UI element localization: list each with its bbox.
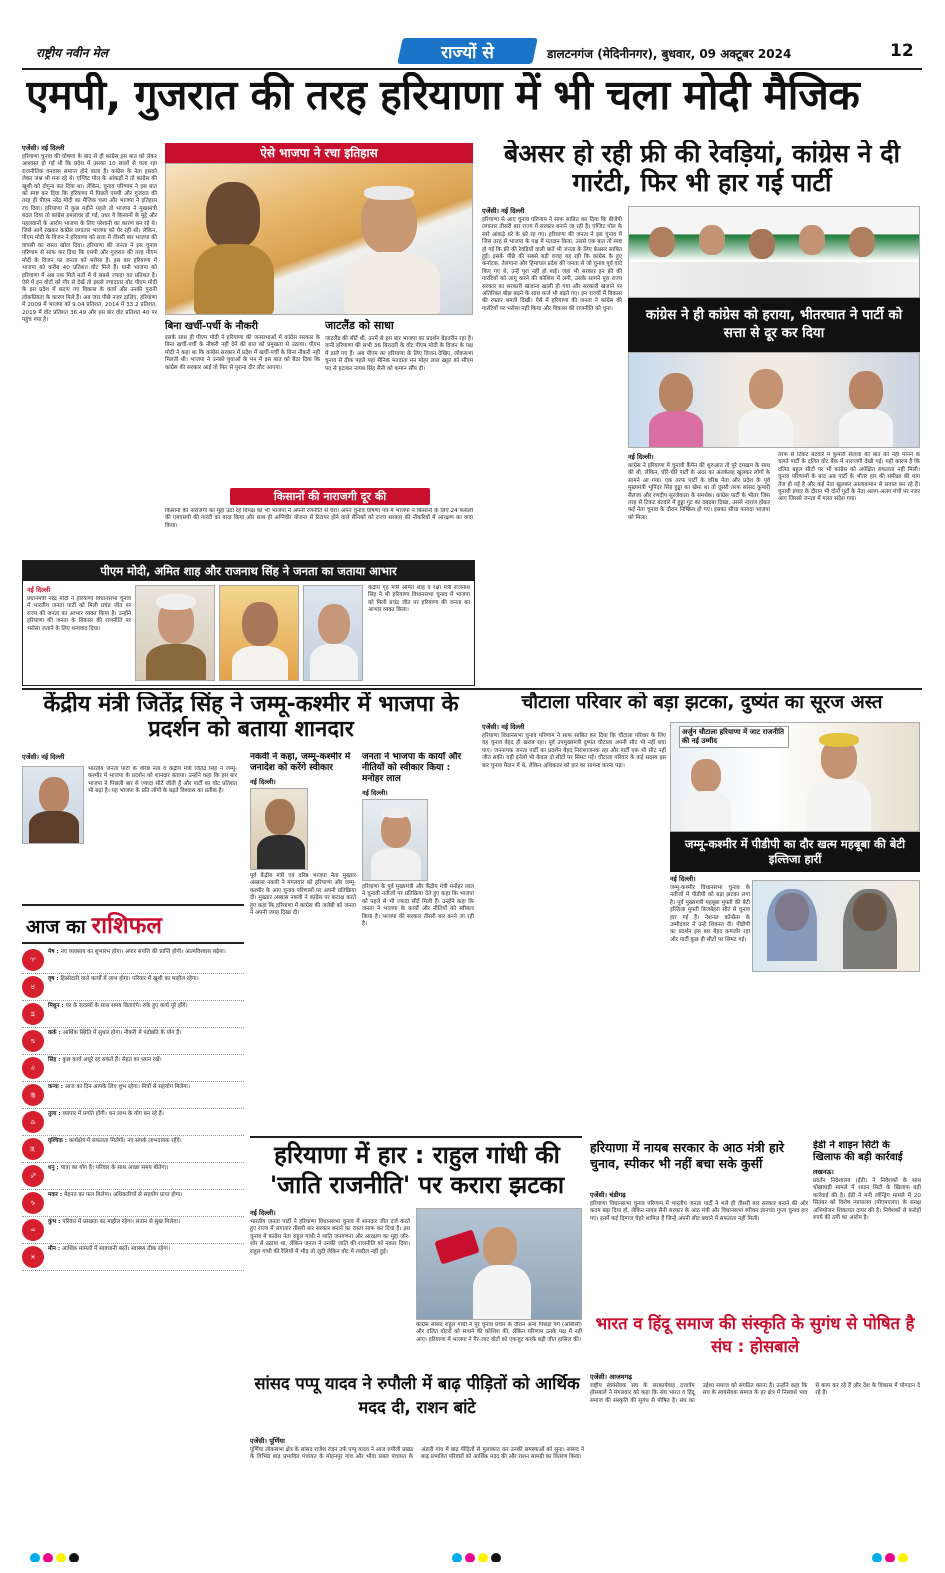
jitendra-byline: एजेंसी। नई दिल्ली — [22, 753, 65, 761]
pdp-headline: जम्मू-कश्मीर में पीडीपी का दौर खत्म महबूबा की बेटी इल्तिजा हारीं — [684, 837, 906, 866]
naqvi-photo — [250, 788, 308, 870]
manohar-col — [362, 752, 474, 1132]
rashi-row — [22, 1028, 244, 1055]
pappu-col — [250, 1436, 584, 1536]
sangh-body: राष्ट्रीय स्वयंसेवक संघ के सरकार्यवाह दत्तात्रेय होसबाले ने मंगलवार को कहा कि संघ भारत व हिंदू समाज की संस्कृति की सुगंध से पोषित है। संघ का उद्देश्य समाज को संगठित करना है। उन्होंने कहा कि संघ के स्वयंसेवक समाज के हर क्षेत्र में निस्वार्थ भाव से काम कर रहे हैं और देश के विकास में योगदान दे रहे हैं। — [590, 1383, 920, 1404]
jitendra-photo — [22, 766, 84, 844]
freebies-body: हरियाणा से आए चुनाव परिणाम ने साफ साबित कर दिया कि बीजेपी लगातार तीसरी बार राज्य में सरकार बनाने जा रही है। एग्जिट पोल के सारे आंकड़े धरे के धरे रह गए। हरियाणा की जनता ने इस चुनाव में जिस तरह से भाजपा के पक्ष में मतदान किया, उससे एक बात तो स्पष्ट हो गई कि फ्री की रेवड़ियों वाली बातें भी जनता के लिए बेअसर साबित हुईं। इसके पीछे की सबसे बड़ी वजह यह रही कि कांग्रेस के हुए कर्नाटक, तेलंगाना और हिमाचल प्रदेश की जनता से जो चुनाव पूर्व वादे किए गए थे, उन्हें पूरा नहीं हो पाई। जहां भी सरकार इन फ्री की गारंटियों को लागू करने की कोशिश में लगी, उसके सामने पूरा राज्य सरकार का सरकारी खजाना खाली हो गया और सरकारी खजाने पर अतिरिक्त बोझ बढ़ने के साथ कर्ज भी बढ़ते गए। इन राज्यों में विकास की रफ्तार थमती दिखी। ऐसे में हरियाणा की जनता ने कांग्रेस की गारंटियों पर भरोसा नहीं किया और विकास की राजनीति को चुना। — [482, 217, 622, 312]
chautala-body: हरियाणा विधानसभा चुनाव परिणाम ने साफ साबित कर दिया कि चौटाला परिवार के लिए यह चुनाव बेहद ही खराब रहा। पूर्व उपमुख्यमंत्री दुष्यंत चौटाला अपनी सीट भी नहीं बचा पाए। जननायक जनता पार्टी का प्रदर्शन बेहद निराशाजनक रहा और पार्टी एक भी सीट नहीं जीत सकी। वहीं इनेलो भी केवल दो सीटों पर सिमट गई। चौटाला परिवार के कई सदस्य इस बार चुनाव मैदान में थे, लेकिन अधिकतर को हार का सामना करना पड़ा। — [482, 733, 666, 769]
rashi-text: कार्यक्षेत्र में सफलता मिलेगी। नए संपर्क लाभदायक रहेंगे। — [68, 1138, 182, 1144]
modi-saini-photo — [165, 163, 473, 315]
rahul-photo — [416, 1208, 582, 1320]
rashi-row — [22, 1163, 244, 1190]
rashifal-title-prefix: आज का — [26, 916, 86, 938]
freebies-col2 — [628, 452, 770, 682]
zodiac-icon: ♍ — [22, 1084, 44, 1106]
footer-registration — [22, 1546, 922, 1562]
lead-sub2-body: जाटलैंड की सीटें थीं, उनमें से इस बार भाजपा का प्रदर्शन बेहतरीन रहा है। यानी हरियाणा की सभी 36 बिरादरी के वोट पीएम मोदी के विजन के पक्ष में डाले गए हैं। अब पीएम का हरियाणा के लिए विजन देखिए, लोकसभा चुनाव से ठीक पहले यहां सैनिक मतदाता मन मोहर लाल खट्टर को सीएम पद से हटाकर नायब सिंह सैनी को कमान सौंप दी। — [325, 336, 473, 372]
zodiac-icon: ♉ — [22, 976, 44, 998]
jitendra-col — [22, 752, 237, 897]
zodiac-icon: ♒ — [22, 1219, 44, 1241]
freebies-col3: तरफ से टिकट बंटवारे में कुमारी सैलजा की बात को नहीं मानने के चलते पार्टी के दलित वोट बैंक में नाराजगी देखी गई। यही कारण है कि दलित बहुल सीटों पर भी कांग्रेस को अपेक्षित सफलता नहीं मिली। चुनाव परिणामों के बाद अब पार्टी के भीतर हार की समीक्षा की मांग तेज हो गई है और कई नेता खुलकर आलाकमान से सवाल कर रहे हैं। चुनावी प्रचार के दौरान भी दोनों गुटों के नेता अलग-अलग मंचों पर नजर आए जिससे जनता में गलत संदेश गया। — [778, 452, 920, 503]
zodiac-icon: ♊ — [22, 1003, 44, 1025]
zodiac-icon: ♐ — [22, 1165, 44, 1187]
rashi-name: मेष : — [48, 949, 61, 955]
rashi-text: नए व्यवसाय का शुभारंभ होगा। अपार संपत्ति की प्राप्ति होगी। आत्मविश्वास बढ़ेगा। — [60, 949, 226, 955]
nayab-headline: हरियाणा में नायब सरकार के आठ मंत्री हारे चुनाव, स्पीकर भी नहीं बचा सके कुर्सी — [590, 1140, 785, 1171]
pappu-body: पूर्णिया लोकसभा क्षेत्र के सांसद राजेश रंजन उर्फ पप्पू यादव ने आज रुपौली प्रखंड के विभिन्न बाढ़ प्रभावित पंचायत के मोहनपुर गांव और भौवा प्रबल पंचायत के अंडारी गांव में बाढ़ पीड़ितों से मुलाकात कर उनकी समस्याओं को सुना। सांसद ने बाढ़ प्रभावित परिवारों को आर्थिक मदद की और राशन सामग्री का वितरण किया। — [250, 1447, 584, 1461]
registration-dot — [898, 1553, 908, 1562]
ed-headline: ईडी ने शाइन सिटी के खिलाफ की बड़ी कार्रवाई — [813, 1140, 903, 1163]
ed-body: प्रवर्तन निदेशालय (ईडी) ने निवेशकों के साथ धोखाधड़ी मामले में शाइन सिटी के खिलाफ बड़ी कार्रवाई की है। ईडी ने मनी लॉन्ड्रिंग मामले में 20 सितंबर को विशेष न्यायालय (पीएमएलए) के समक्ष अभियोजन शिकायत दायर की है। निवेशकों से करोड़ों रुपये की ठगी का आरोप है। — [813, 1178, 921, 1222]
registration-dot — [478, 1553, 488, 1562]
rashi-text: हिस्सेदारी वाले कार्यों में लाभ होगा। परिवार में खुशी का माहौल रहेगा। — [60, 976, 199, 982]
rashi-row — [22, 947, 244, 974]
zodiac-icon: ♎ — [22, 1111, 44, 1133]
rashi-name: धनु : — [48, 1165, 61, 1171]
naqvi-byline: नई दिल्ली। — [250, 778, 276, 786]
rashi-row — [22, 1082, 244, 1109]
rashi-text: आर्थिक मामलों में सावधानी बरतें। स्वास्थ्य ठीक रहेगा। — [62, 1246, 170, 1252]
rahul-body: भारतीय जनता पार्टी ने हरियाणा विधानसभा चुनाव में शानदार जीत दर्ज करते हुए राज्य में लगातार तीसरी बार सरकार बनाने का रास्ता साफ कर दिया है। इस चुनाव में कांग्रेस नेता राहुल गांधी ने जाति जनगणना और आरक्षण का मुद्दा जोर-शोर से उठाया था, लेकिन जनता ने उनकी जाति की राजनीति को नकार दिया। राहुल गांधी की रैलियों में भीड़ तो जुटी लेकिन वोट में तब्दील नहीं हुई। — [250, 1219, 410, 1255]
manohar-photo — [362, 799, 428, 881]
rahul-headline: हरियाणा में हार : राहुल गांधी की 'जाति राजनीति' पर करारा झटका — [269, 1141, 565, 1199]
dateline: डालटनगंज (मेदिनीनगर), बुधवार, 09 अक्टूबर 2024 — [547, 47, 792, 61]
rashi-row — [22, 1001, 244, 1028]
amit-shah-photo — [219, 585, 299, 681]
rashi-text: आज का दिन आपके लिए शुभ रहेगा। मित्रों से सहयोग मिलेगा। — [64, 1084, 190, 1090]
rashifal-title: राशिफल — [91, 913, 162, 939]
manohar-title: जनता ने भाजपा के कार्यों और नीतियों को स्वीकार किया : मनोहर लाल — [362, 752, 462, 784]
rashi-name: कन्या : — [48, 1084, 65, 1090]
section-label: राज्यों से — [441, 43, 494, 63]
rashi-row — [22, 1217, 244, 1244]
freebies-col2-byline: नई दिल्ली। — [628, 453, 654, 461]
modi-photo — [135, 585, 215, 681]
cmyk-marks-right — [872, 1548, 922, 1562]
rashifal-box — [22, 904, 244, 1536]
cmyk-marks-center — [452, 1548, 504, 1562]
registration-dot — [452, 1553, 462, 1562]
pdp-body: जम्मू-कश्मीर विधानसभा चुनाव के नतीजों में पीडीपी को बड़ा झटका लगा है। पूर्व मुख्यमंत्री महबूबा मुफ्ती की बेटी इल्तिजा मुफ्ती बिजबेहरा सीट से चुनाव हार गई हैं। नेशनल कॉन्फ्रेंस के उम्मीदवार ने उन्हें शिकस्त दी। पीडीपी का प्रदर्शन इस बार बेहद कमजोर रहा और पार्टी कुछ ही सीटों पर सिमट गई। — [670, 885, 750, 943]
rashi-row — [22, 1190, 244, 1217]
rahul-body2: कांग्रेस सांसद राहुल गांधी ने पूरे चुनाव प्रचार के दौरान अन्य पिछड़ा वर्ग (ओबीसी) और दलित वोटरों को साधने की कोशिश की, लेकिन परिणाम उनके पक्ष में नहीं आए। हरियाणा में भाजपा ने गैर-जाट वोटों को एकजुट करके बड़ी जीत हासिल की। — [416, 1322, 582, 1343]
rahul-byline: नई दिल्ली। — [250, 1209, 276, 1217]
chautala-headline: चौटाला परिवार को बड़ा झटका, दुष्यंत का सूरज अस्त — [521, 692, 883, 713]
lead-sub2 — [325, 318, 473, 488]
lead-sub2-title: जाटलैंड को साधा — [325, 319, 394, 332]
pm-box-body-right: केंद्रीय गृह मंत्री अमित शाह व रक्षा मंत्री राजनाथ सिंह ने भी हरियाणा विधानसभा चुनाव में भाजपा को मिली प्रचंड जीत पर हरियाणा की जनता का आभार व्यक्त किया। — [368, 585, 470, 614]
freebies-photo-caption: कांग्रेस ने ही कांग्रेस को हराया, भीतरघात ने पार्टी को सत्ता से दूर कर दिया — [628, 298, 920, 352]
registration-dot — [30, 1553, 40, 1562]
pdp-col — [670, 874, 750, 1134]
pdp-byline: नई दिल्ली। — [670, 875, 696, 883]
registration-dot — [56, 1553, 66, 1562]
naqvi-body: पूर्व केंद्रीय मंत्री एवं वरिष्ठ भाजपा नेता मुख्तार अब्बास नकवी ने मंगलवार को हरियाणा और जम्मू-कश्मीर के आए चुनाव परिणामों पर अपनी प्रतिक्रिया दी। मुख्तार अब्बास नकवी ने कांग्रेस पर कटाक्ष करते हुए कहा कि हरियाणा में कांग्रेस की जलेबी को जनता ने अपनी जगह दिखा दी। — [250, 873, 356, 917]
rashi-text: परिवार में प्रसन्नता का माहौल रहेगा। संतान से सुख मिलेगा। — [62, 1219, 180, 1225]
zodiac-icon: ♓ — [22, 1246, 44, 1268]
pm-box-body-left: प्रधानमंत्री नरेंद्र मोदी ने हरियाणा विधानसभा चुनाव में भारतीय जनता पार्टी को मिली प्रचंड जीत पर राज्य की जनता का आभार व्यक्त किया है। उन्होंने हरियाणा की जनता के विकास की राजनीति पर भरोसा जताने के लिए धन्यवाद दिया। — [27, 596, 131, 632]
registration-dot — [43, 1553, 53, 1562]
chautala-photo-tag: अर्जुन चौटाला हरियाणा में जाट राजनीति की नई उम्मीद — [679, 726, 789, 748]
rajnath-photo — [303, 585, 363, 681]
zodiac-icon: ♑ — [22, 1192, 44, 1214]
nayab-body: हरियाणा विधानसभा चुनाव परिणाम में भारतीय जनता पार्टी ने भले ही तीसरी बार सरकार बनाने की ओर कदम बढ़ा दिया हो, लेकिन नायब सैनी सरकार के आठ मंत्री और विधानसभा स्पीकर ज्ञानचंद गुप्ता चुनाव हार गए। इनमें कई दिग्गज चेहरे शामिल हैं जिन्हें अपनी सीट बचाने में सफलता नहीं मिली। — [590, 1201, 808, 1222]
rashi-name: वृष : — [48, 976, 61, 982]
nayab-col — [590, 1190, 808, 1302]
lead-sub1-title: बिना खर्ची-पर्ची के नौकरी — [165, 321, 258, 332]
rahul-top-rule — [250, 1136, 582, 1138]
rashi-name: कुंभ : — [48, 1219, 63, 1225]
rashi-name: तुला : — [48, 1111, 63, 1117]
dushyant-photo — [670, 722, 920, 832]
lead-box-title: ऐसे भाजपा ने रचा इतिहास — [165, 143, 473, 163]
pm-box-title: पीएम मोदी, अमित शाह और राजनाथ सिंह ने जनता का जताया आभार — [23, 561, 474, 581]
zodiac-icon: ♋ — [22, 1030, 44, 1052]
jitendra-body: भारतीय जनता पार्टी के वरिष्ठ नेता व केंद्रीय मंत्री जितेंद्र सिंह ने जम्मू-कश्मीर में भाजपा के प्रदर्शन को शानदार बताया। उन्होंने कहा कि इस बार भाजपा ने पिछली बार से ज्यादा सीटें जीती हैं और पार्टी का वोट प्रतिशत भी बढ़ा है। यह भाजपा के प्रति लोगों के बढ़ते विश्वास का प्रतीक है। — [88, 766, 237, 795]
kumari-selja-photo — [628, 352, 920, 448]
registration-dot — [872, 1553, 882, 1562]
rashi-text: मेहनत का फल मिलेगा। अधिकारियों से सहयोग प्राप्त होगा। — [64, 1192, 183, 1198]
rashi-row — [22, 1244, 244, 1271]
rashi-name: मीन : — [48, 1246, 63, 1252]
ed-box — [813, 1140, 921, 1306]
registration-dot — [491, 1553, 501, 1562]
rashi-name: कर्क : — [48, 1030, 63, 1036]
mehbooba-photo — [752, 880, 920, 972]
lead-column — [22, 143, 157, 555]
freebies-byline: एजेंसी। नई दिल्ली — [482, 207, 525, 215]
lead-sub1 — [165, 318, 320, 488]
rashi-row — [22, 1055, 244, 1082]
rashi-name: सिंह : — [48, 1057, 63, 1063]
freebies-headline: बेअसर हो रही फ्री की रेवड़ियां, कांग्रेस ने दी गारंटी, फिर भी हार गई पार्टी — [503, 140, 901, 197]
rashi-text: कुछ कार्य अधूरे रह सकते हैं। सेहत का ध्यान रखें। — [62, 1057, 162, 1063]
farmer-title: किसानों की नाराजगी दूर की — [230, 488, 430, 505]
mid-rule — [22, 688, 922, 690]
farmer-body: किसानों की नाराजगी का मुद्दा उठा रहे विपक्ष को भी भाजपा ने अपनी रणनीति से घेरा। अपने चुनाव घोषणा पत्र में भाजपा ने किसानों के लिए 24 फसलों की एमएसपी की गारंटी का वादा किया और साथ ही अग्निवीर योजना से रिटायर होने वाले सैनिकों को राज्य सरकार की नौकरियों में आरक्षण का वादा किया। — [165, 508, 473, 529]
rashi-name: मिथुन : — [48, 1003, 66, 1009]
rashi-text: व्यापार में प्रगति होगी। धन लाभ के योग बन रहे हैं। — [62, 1111, 164, 1117]
chautala-col — [482, 722, 666, 1134]
rahul-col1 — [250, 1208, 410, 1364]
rashi-text: यात्रा का योग है। परिवार के साथ अच्छा समय बीतेगा। — [60, 1165, 169, 1171]
rashi-row — [22, 974, 244, 1001]
rashi-name: मकर : — [48, 1192, 65, 1198]
lead-body: हरियाणा चुनाव की घोषणा के बाद से ही कांग्रेस इस बात को लेकर आश्वस्त हो गई थी कि प्रदेश में उसका 10 सालों से चला रहा राजनीतिक वनवास समाप्त होने वाला है। कांग्रेस के नेता इसको लेकर जश्न भी मना रहे थे। एग्जिट पोल के आंकड़ों ने तो कांग्रेस की खुशी को दोगुना कर दिया था। लेकिन, चुनाव परिणाम ने इस बात को स्पष्ट कर दिया कि हरियाणा में पिछले एमपी और गुजरात की तरह ही पीएम नरेंद्र मोदी का मैजिक चला और भाजपा ने इतिहास रच दिया। हरियाणा में कुछ महीने पहले तो भाजपा ने मुख्यमंत्री बदल दिया तो कांग्रेस हमलावर हो गई, उधर ये किसानों के मुद्दे और पहलवानों के आरोप भाजपा के लिए परेशानी का कारण बन रहे थे। जिसे आगे रखकर कांग्रेस लगातार भाजपा को घेर रही थी। लेकिन, पीएम मोदी के विजन ने हरियाणा को सत्ता में तीसरी बार भाजपा की वापसी का रास्ता खोल दिया। हरियाणा की जनता ने इस चुनाव परिणाम से साफ कर दिया कि एमपी और गुजरात की तरह पीएम मोदी के विजन पर जनता को भरोसा है। इस बार हरियाणा में भाजपा को करीब 40 प्रतिशत वोट मिले हैं। यानी भाजपा को हरियाणा में अब तक मिले मतों में ये सबसे ज्यादा वत प्रतिशत है। ऐसे में इन वोटों को गौर से देखें तो इससे ज्यादातर वोट पीएम मोदी के इस प्रदेश में कराए गए विकास के कार्य और उनकी पुरानी लोकप्रियता के कारण मिले हैं। अब जरा पीछे नजर डालिए, हरियाणा में 2009 में भाजपा को 9.04 प्रतिशत, 2014 में 33.2 प्रतिशत, 2019 में वोट प्रतिशत 36.49 और इस बार वोट प्रतिशत 40 पर पहुंच गया है। — [22, 154, 157, 323]
naqvi-col — [250, 752, 356, 1132]
lead-byline: एजेंसी। नई दिल्ली — [22, 144, 65, 152]
rashi-name: वृश्चिक : — [48, 1138, 69, 1144]
pm-box-byline: नई दिल्ली — [27, 586, 51, 594]
lead-headline: एमपी, गुजरात की तरह हरियाणा में भी चला मोदी मैजिक — [26, 72, 860, 119]
freebies-col1 — [482, 206, 622, 682]
freebies-col2-body: कांग्रेस ने हरियाणा में चुनावी कैंपेन की शुरुआत तो पूरे दमखम के साथ की थी, लेकिन, धीरे-धीरे पार्टी के अंदर का अंतर्कलह खुलकर लोगों के सामने आ गया। एक तरफ पार्टी के वरिष्ठ नेता और प्रदेश के पूर्व मुख्यमंत्री भूपिंदर सिंह हुड्डा का खेमा था तो दूसरी तरफ सांसद कुमारी सैलजा और रणदीप सुरजेवाला के समर्थक। कांग्रेस पार्टी के भीतर जिस तरह से टिकट बंटवारे में हुड्डा गुट का दबदबा दिखा, उससे नाराज होकर कई नेता चुनाव के दौरान निष्क्रिय हो गए। इसका सीधा फायदा भाजपा को मिला। — [628, 463, 770, 521]
ed-byline: लखनऊ। — [813, 1168, 834, 1176]
paper-name: राष्ट्रीय नवीन मेल — [36, 46, 108, 60]
registration-dot — [465, 1553, 475, 1562]
chautala-byline: एजेंसी। नई दिल्ली — [482, 723, 525, 731]
jitendra-headline: केंद्रीय मंत्री जितेंद्र सिंह ने जम्मू-कश्मीर में भाजपा के प्रदर्शन को बताया शानदार — [43, 692, 459, 743]
masthead — [22, 38, 922, 68]
zodiac-icon: ♌ — [22, 1057, 44, 1079]
manohar-byline: नई दिल्ली। — [362, 789, 388, 797]
naqvi-title: नकवी ने कहा, जम्मू-कश्मीर में जनादेश को करेंगे स्वीकार — [250, 752, 351, 773]
rashi-row — [22, 1109, 244, 1136]
zodiac-icon: ♏ — [22, 1138, 44, 1160]
registration-dot — [69, 1553, 79, 1562]
masthead-rule — [22, 68, 922, 70]
manohar-body: हरियाणा के पूर्व मुख्यमंत्री और केंद्रीय मंत्री मनोहर लाल ने चुनावी नतीजों पर प्रतिक्रिया देते हुए कहा कि भाजपा को पहले से भी ज्यादा सीटें मिली हैं। उन्होंने कहा कि जनता ने भाजपा के कार्यों और नीतियों को स्वीकार किया है। भाजपा की सरकार तीसरी बार बनने जा रही है। — [362, 884, 474, 928]
pdp-headline-band — [670, 832, 920, 872]
pappu-headline: सांसद पप्पू यादव ने रुपौली में बाढ़ पीड़ितों को आर्थिक मदद दी, राशन बांटे — [254, 1374, 580, 1417]
pappu-byline: एजेंसी। पूर्णिया — [250, 1437, 285, 1445]
registration-dot — [885, 1553, 895, 1562]
zodiac-icon: ♈ — [22, 949, 44, 971]
pm-box — [22, 560, 475, 686]
rashifal-list — [22, 947, 244, 1271]
rashi-row — [22, 1136, 244, 1163]
sangh-byline: एजेंसी। आजमगढ़ — [590, 1373, 632, 1381]
rashi-text: आर्थिक स्थिति में सुधार होगा। नौकरी में पदोन्नति के योग हैं। — [62, 1030, 182, 1036]
nayab-byline: एजेंसी। चंडीगढ़ — [590, 1191, 626, 1199]
rashifal-header — [22, 904, 244, 944]
sangh-col — [590, 1372, 920, 1528]
sangh-headline: भारत व हिंदू समाज की संस्कृति के सुगंध से पोषित है संघ : होसबाले — [595, 1314, 915, 1356]
rashi-text: घर के सदस्यों के साथ समय बिताएंगे। रुके हुए कार्य पूरे होंगे। — [65, 1003, 188, 1009]
lead-sub1-body: इसके साथ ही पीएम मोदी ने हरियाणा की जनसभाओं में कांग्रेस सरकार के बिना खर्ची-पर्ची के नौकरी नहीं देने की बात को प्रमुखता से उठाया। पीएम मोदी ने कहा था कि कांग्रेस सरकार में प्रदेश में खर्ची-पर्ची के बिना नौकरी नहीं मिलती थी। भाजपा ने उनको युवाओं के मन में इस बात को बैठा दिया कि कांग्रेस की सरकार आई तो फिर से पुराना दौर लौट आएगा। — [165, 335, 320, 371]
cmyk-marks-left — [30, 1548, 82, 1562]
page-number: 12 — [890, 41, 914, 61]
congress-leaders-photo — [628, 206, 920, 298]
